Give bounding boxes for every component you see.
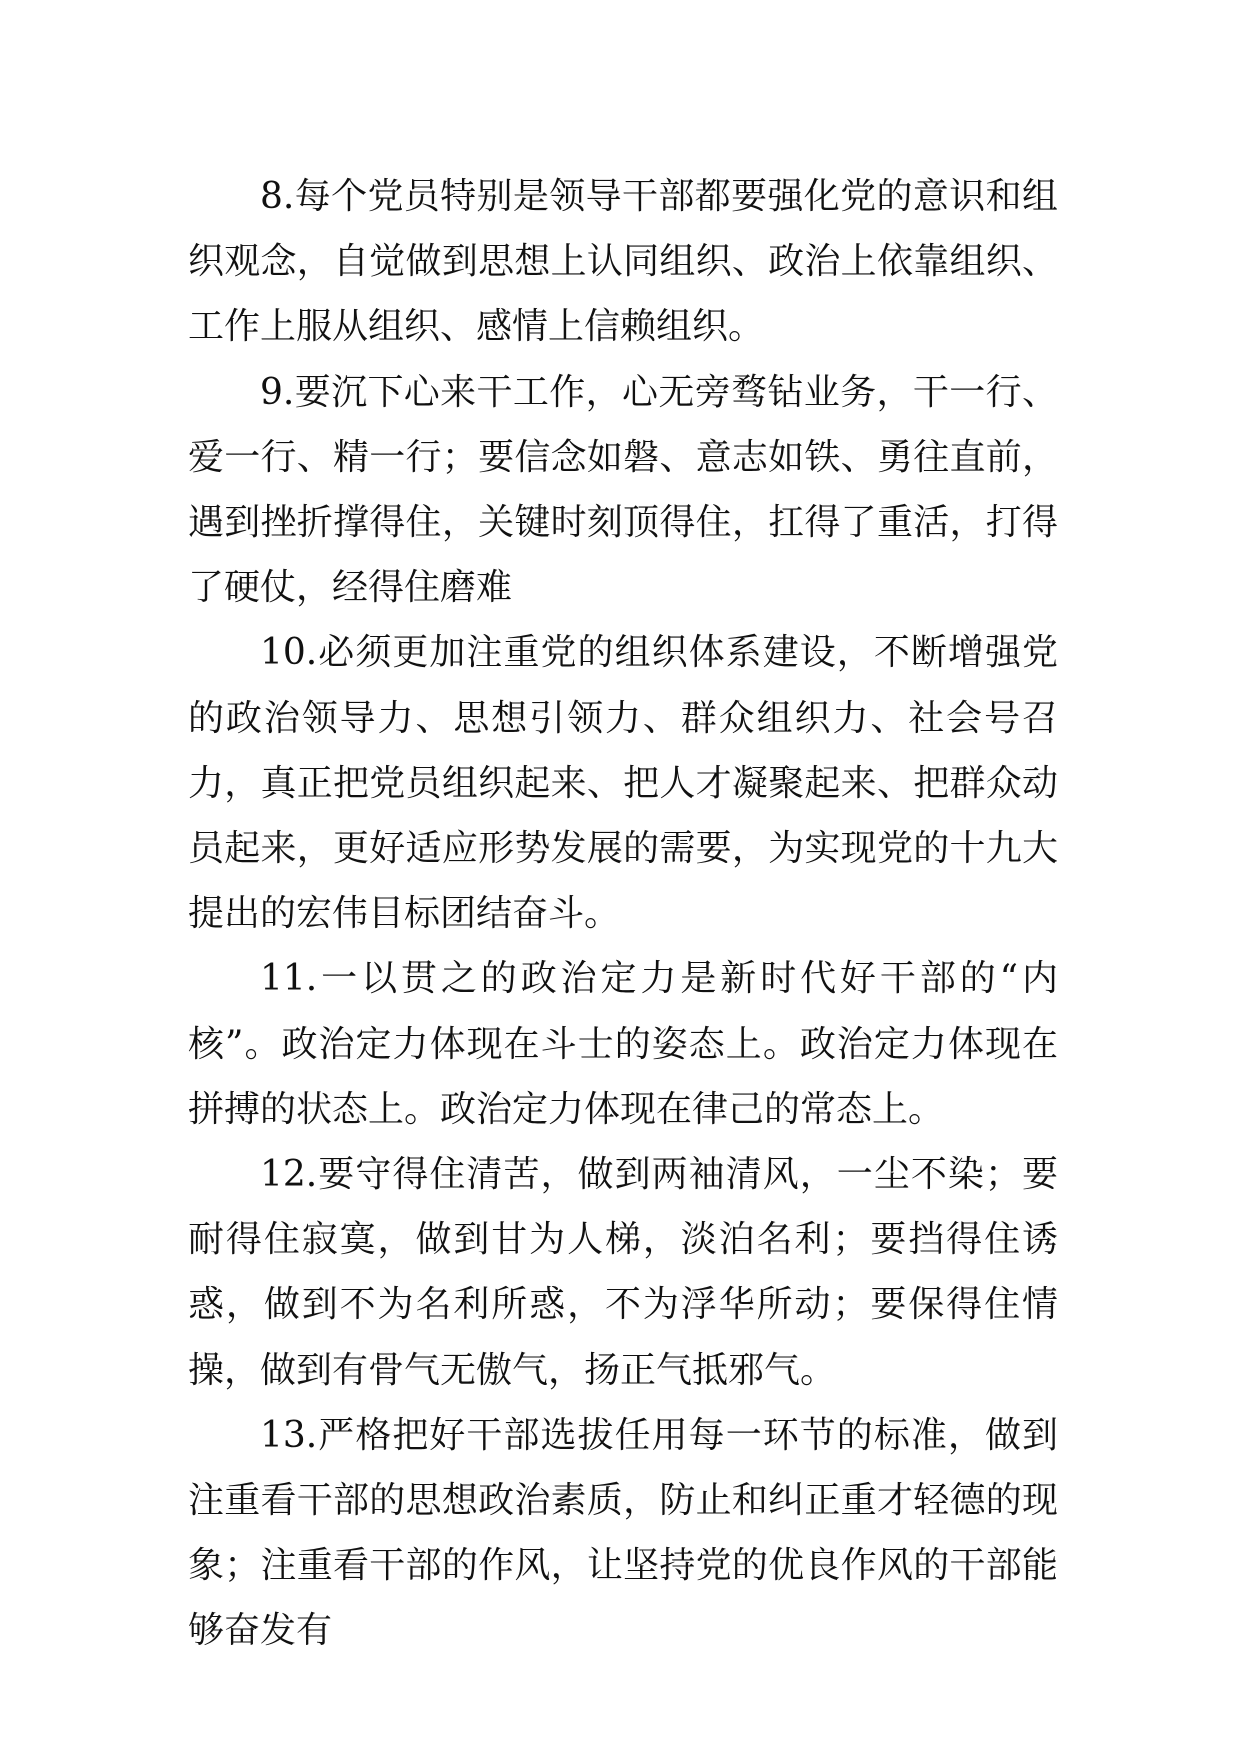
paragraph-11: 11.一以贯之的政治定力是新时代好干部的“内核”。政治定力体现在斗士的姿态上。政治定力体现在拼搏的状态上。政治定力体现在律己的常态上。 bbox=[188, 958, 1058, 1130]
document-body bbox=[188, 164, 1058, 1664]
paragraph-8: 8.每个党员特别是领导干部都要强化党的意识和组织观念，自觉做到思想上认同组织、政治上依靠组织、工作上服从组织、感情上信赖组织。 bbox=[188, 176, 1058, 348]
paragraph-13: 13.严格把好干部选拔任用每一环节的标准，做到注重看干部的思想政治素质，防止和纠正重才轻德的现象；注重看干部的作风，让坚持党的优良作风的干部能够奋发有 bbox=[188, 1414, 1058, 1652]
paragraph-12: 12.要守得住清苦，做到两袖清风，一尘不染；要耐得住寂寞，做到甘为人梯，淡泊名利；要挡得住诱惑，做到不为名利所惑，不为浮华所动；要保得住情操，做到有骨气无傲气，扬正气抵邪气。 bbox=[188, 1154, 1058, 1391]
paragraph-9: 9.要沉下心来干工作，心无旁骛钻业务，干一行、爱一行、精一行；要信念如磐、意志如铁、勇往直前，遇到挫折撑得住，关键时刻顶得住，扛得了重活，打得了硬仗，经得住磨难 bbox=[188, 371, 1058, 609]
paragraph-10: 10.必须更加注重党的组织体系建设，不断增强党的政治领导力、思想引领力、群众组织力、社会号召力，真正把党员组织起来、把人才凝聚起来、把群众动员起来，更好适应形势发展的需要，为实现党的十九大提出的宏伟目标团结奋斗。 bbox=[188, 632, 1058, 935]
